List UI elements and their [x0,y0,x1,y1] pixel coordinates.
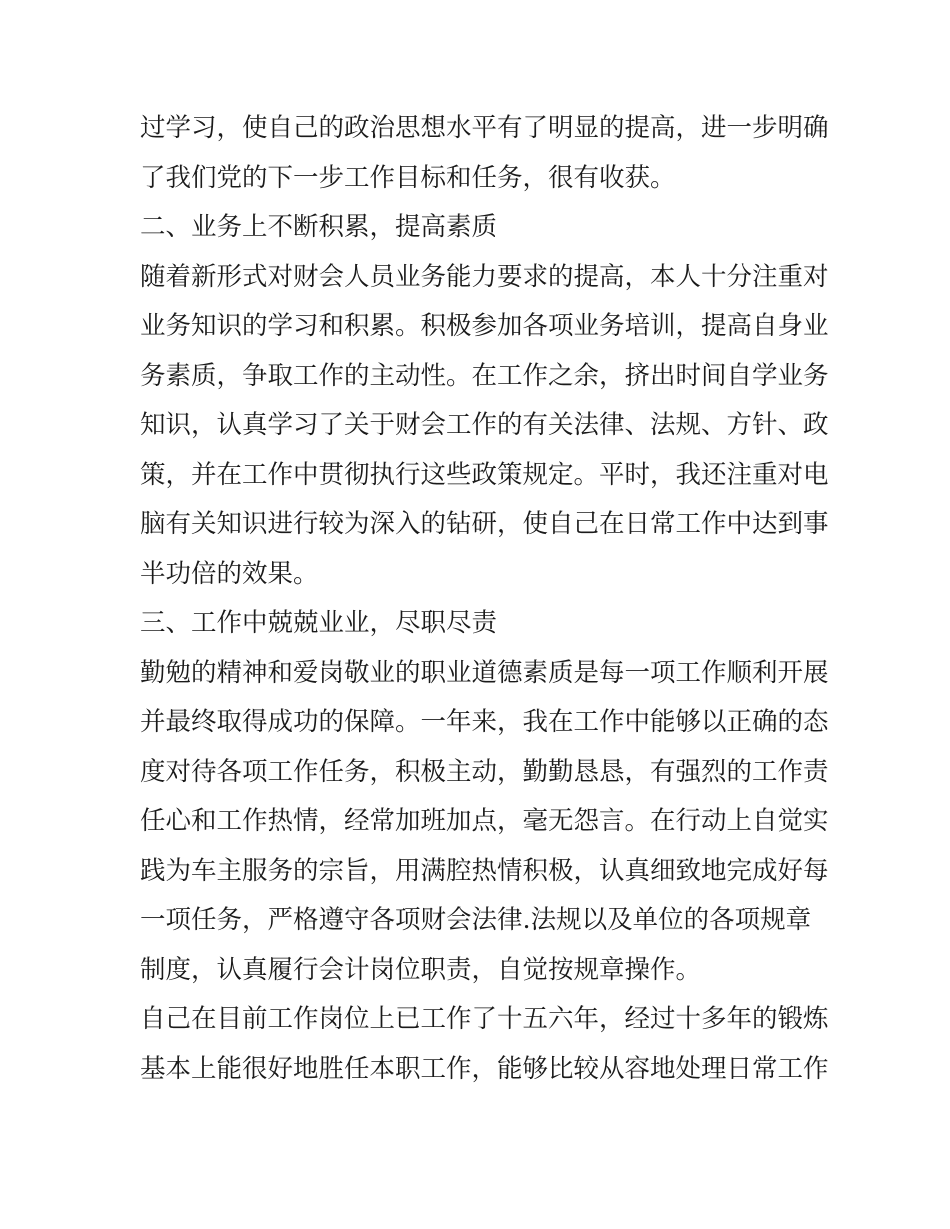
section-heading: 二、业务上不断积累，提高素质 [140,212,498,242]
text-line: 务素质，争取工作的主动性。在工作之余，挤出时间自学业务 [140,360,829,391]
text-line: 了我们党的下一步工作目标和任务，很有收获。 [140,162,676,193]
text-line: 践为车主服务的宗旨，用满腔热情积极，认真细致地完成好每 [140,855,829,886]
text-line: 随着新形式对财会人员业务能力要求的提高，本人十分注重对 [140,261,829,292]
text-line: 一项任务，严格遵守各项财会法律.法规以及单位的各项规章 [140,905,812,935]
text-line: 制度，认真履行会计岗位职责，自觉按规章操作。 [140,954,702,985]
text-line: 脑有关知识进行较为深入的钻研，使自己在日常工作中达到事 [140,509,829,539]
text-line: 基本上能很好地胜任本职工作，能够比较从容地处理日常工作 [140,1053,829,1084]
text-line: 自己在目前工作岗位上已工作了十五六年，经过十多年的锻炼 [140,1004,829,1034]
text-line: 任心和工作热情，经常加班加点，毫无怨言。在行动上自觉实 [140,806,829,836]
text-line: 业务知识的学习和积累。积极参加各项业务培训，提高自身业 [140,311,829,341]
document-body [140,104,829,1097]
text-line: 过学习，使自己的政治思想水平有了明显的提高，进一步明确 [140,113,829,143]
text-line: 并最终取得成功的保障。一年来，我在工作中能够以正确的态 [140,707,829,737]
text-line: 度对待各项工作任务，积极主动，勤勤恳恳，有强烈的工作责 [140,756,829,787]
text-line: 勤勉的精神和爱岗敬业的职业道德素质是每一项工作顺利开展 [140,657,829,688]
text-line: 策，并在工作中贯彻执行这些政策规定。平时，我还注重对电 [140,459,829,490]
text-line: 知识，认真学习了关于财会工作的有关法律、法规、方针、政 [140,410,829,440]
section-heading: 三、工作中兢兢业业，尽职尽责 [140,608,498,638]
text-line: 半功倍的效果。 [140,558,319,589]
